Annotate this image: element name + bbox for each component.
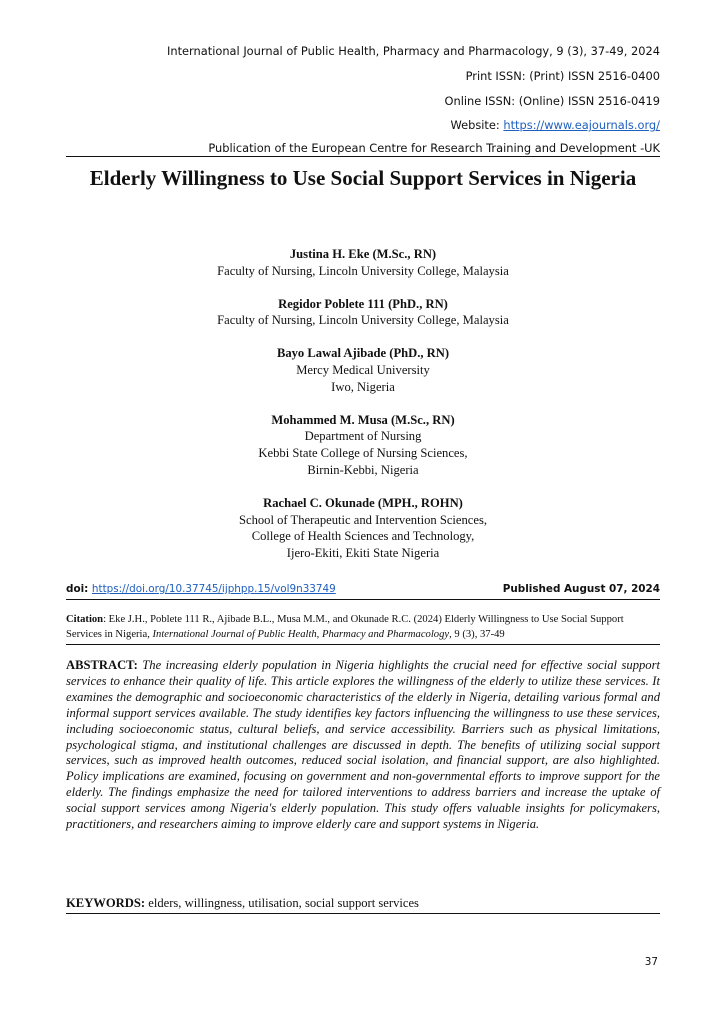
author-name: Bayo Lawal Ajibade (PhD., RN) [276,346,450,361]
author-list [66,246,660,578]
keywords-text: elders, willingness, utilisation, social support services [148,896,419,910]
citation [66,613,660,642]
website-link[interactable]: https://www.eajournals.org/ [503,118,660,132]
citation-volume: , 9 (3), 37-49 [449,628,505,640]
citation-text: : Eke J.H., Poblete 111 R., Ajibade B.L., Musa M.M., and Okunade R.C. (2024) Elderly Willingness to Use Social Support Services in Nigeria, [66,614,624,640]
website-line [451,118,661,132]
published-date: Published August 07, 2024 [502,583,660,595]
doi-divider [66,599,660,600]
publisher-line: Publication of the European Centre for Research Training and Development -UK [208,141,660,155]
website-label: Website: [450,118,504,132]
author-block [66,345,660,395]
online-issn: Online ISSN: (Online) ISSN 2516-0419 [444,94,660,108]
author-block [66,412,660,479]
journal-header: International Journal of Public Health, Pharmacy and Pharmacology, 9 (3), 37-49, 2024 [167,44,660,58]
print-issn: Print ISSN: (Print) ISSN 2516-0400 [465,69,660,83]
author-name: Justina H. Eke (M.Sc., RN) [289,247,437,261]
author-affiliation: Faculty of Nursing, Lincoln University College, Malaysia [217,263,509,278]
author-block [66,495,660,562]
abstract-text: The increasing elderly population in Nigeria highlights the crucial need for effective social support services to enhance their quality of life. This article explores the willingness of the elderly to utilize these services. It examines the demographic and socioeconomic characteristics of the elderly in Nigeria, detailing various formal and informal support services available. The study identifies key factors influencing the willingness to use these services, including socioeconomic status, cultural beliefs, and service accessibility. Barriers such as physical limitations, psychological stigma, and institutional challenges are discussed in depth. The benefits of utilizing social support services, such as improved health outcomes, reduced social isolation, and financial support, are also highlighted. Policy implications are examined, focusing on government and non-governmental efforts to improve support for the elderly. The findings emphasize the need for tailored interventions to address barriers and increase the uptake of social support services among Nigeria's elderly population. This study offers valuable insights for policymakers, practitioners, and researchers aiming to improve elderly care and support systems in Nigeria. [66,658,660,832]
author-block [66,296,660,330]
doi-label: doi: [66,583,92,595]
author-block [66,246,660,280]
doi-link[interactable]: https://doi.org/10.37745/ijphpp.15/vol9n33749 [91,583,336,595]
header-divider [66,156,660,157]
author-name: Regidor Poblete 111 (PhD., RN) [278,296,448,311]
author-name: Mohammed M. Musa (M.Sc., RN) [271,412,455,427]
author-affiliation: Ijero-Ekiti, Ekiti State Nigeria [286,546,440,561]
author-affiliation: Department of Nursing [304,429,422,444]
page-number: 37 [644,956,658,968]
doi-row [66,583,660,595]
author-affiliation: Birnin-Kebbi, Nigeria [307,462,419,477]
author-affiliation: College of Health Sciences and Technology, [251,529,475,544]
author-affiliation: School of Therapeutic and Intervention Sciences, [238,512,488,527]
keywords [66,896,660,911]
author-affiliation: Faculty of Nursing, Lincoln University College, Malaysia [217,313,509,328]
citation-journal: International Journal of Public Health, Pharmacy and Pharmacology [152,628,450,640]
abstract [66,658,660,833]
keywords-divider [66,913,660,914]
author-affiliation: Iwo, Nigeria [331,379,395,394]
citation-label: Citation [66,614,104,625]
keywords-label: KEYWORDS: [66,896,146,910]
author-affiliation: Kebbi State College of Nursing Sciences, [258,446,468,461]
author-name: Rachael C. Okunade (MPH., ROHN) [263,495,463,510]
citation-divider [66,644,660,645]
paper-title: Elderly Willingness to Use Social Support Services in Nigeria [89,166,637,190]
author-affiliation: Mercy Medical University [296,362,430,377]
abstract-label: ABSTRACT: [66,658,138,672]
